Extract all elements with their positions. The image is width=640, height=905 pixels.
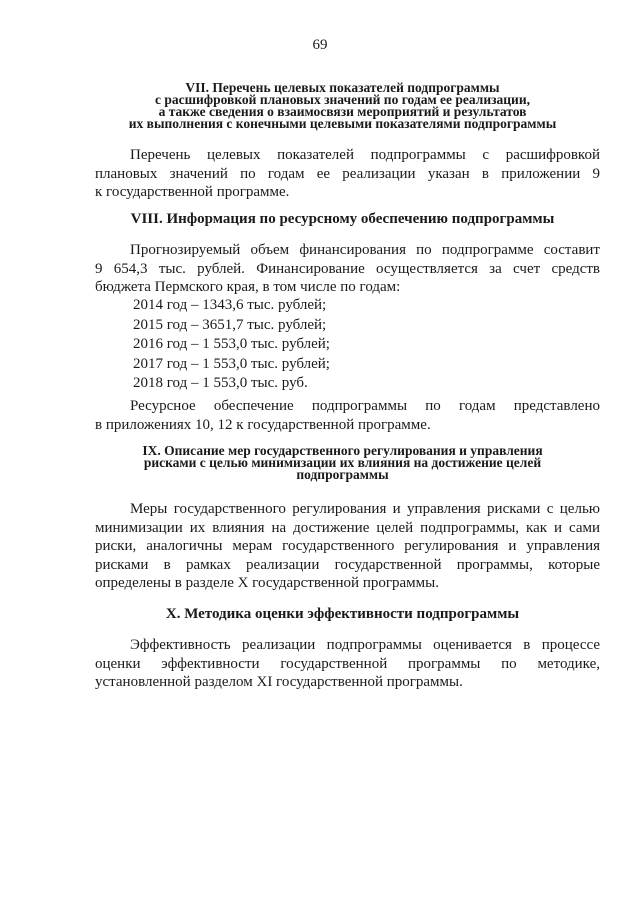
funding-year-item: 2018 год – 1 553,0 тыс. руб. xyxy=(133,375,308,391)
section-9-paragraph xyxy=(95,500,600,593)
heading-line: VII. Перечень целевых показателей подпрограммы xyxy=(185,80,500,95)
paragraph-line: Меры государственного регулирования и управления рисками с целью xyxy=(130,501,600,517)
heading-line: IX. Описание мер государственного регулирования и управления xyxy=(142,443,543,458)
paragraph-line: оценки эффективности государственной программы по методике, xyxy=(95,655,600,672)
heading-line: X. Методика оценки эффективности подпрограммы xyxy=(165,606,520,622)
section-10-heading xyxy=(90,606,595,623)
paragraph-line: риски, аналогичны мерам государственного регулирования и управления xyxy=(95,538,600,554)
paragraph-line: к государственной программе. xyxy=(95,184,290,200)
paragraph-line: Ресурсное обеспечение подпрограммы по годам представлено xyxy=(130,398,600,414)
section-8-heading xyxy=(90,211,595,228)
heading-line: VIII. Информация по ресурсному обеспечению подпрограммы xyxy=(130,211,555,227)
funding-year-item: 2016 год – 1 553,0 тыс. рублей; xyxy=(133,336,330,352)
heading-line: их выполнения с конечными целевыми показателями подпрограммы xyxy=(128,116,557,131)
section-7-heading xyxy=(90,82,595,130)
paragraph-line: плановых значений по годам ее реализации указан в приложении 9 xyxy=(95,165,600,182)
section-9-heading xyxy=(90,445,595,481)
section-10-paragraph xyxy=(95,636,600,692)
paragraph-line: рисками в рамках реализации государственной программы, которые xyxy=(95,556,600,573)
paragraph-line: определены в разделе X государственной программы. xyxy=(95,575,439,591)
heading-line: подпрограммы xyxy=(296,467,389,482)
section-8-paragraph xyxy=(95,241,600,297)
funding-by-year-list xyxy=(133,296,330,394)
paragraph-line: 9 654,3 тыс. рублей. Финансирование осуществляется за счет средств xyxy=(95,260,600,277)
paragraph-line: Прогнозируемый объем финансирования по подпрограмме составит xyxy=(130,242,600,258)
section-8-paragraph-2 xyxy=(95,397,600,434)
heading-line: а также сведения о взаимосвязи мероприятий и результатов xyxy=(158,104,527,119)
paragraph-line: бюджета Пермского края, в том числе по годам: xyxy=(95,279,401,295)
funding-year-item: 2015 год – 3651,7 тыс. рублей; xyxy=(133,316,327,333)
paragraph-line: Перечень целевых показателей подпрограммы с расшифровкой xyxy=(130,147,600,163)
paragraph-line: установленной разделом XI государственной программы. xyxy=(95,674,463,690)
funding-year-item: 2017 год – 1 553,0 тыс. рублей; xyxy=(133,355,330,372)
paragraph-line: Эффективность реализации подпрограммы оценивается в процессе xyxy=(130,637,600,653)
heading-line: рисками с целью минимизации их влияния на достижение целей xyxy=(143,455,542,470)
funding-year-item: 2014 год – 1343,6 тыс. рублей; xyxy=(133,297,327,313)
page-number: 69 xyxy=(312,37,328,53)
paragraph-line: минимизации их влияния на достижение целей подпрограммы, как и сами xyxy=(95,519,600,536)
paragraph-line: в приложениях 10, 12 к государственной программе. xyxy=(95,416,431,433)
heading-line: с расшифровкой плановых значений по годам ее реализации, xyxy=(154,92,530,107)
section-7-paragraph xyxy=(95,146,600,202)
